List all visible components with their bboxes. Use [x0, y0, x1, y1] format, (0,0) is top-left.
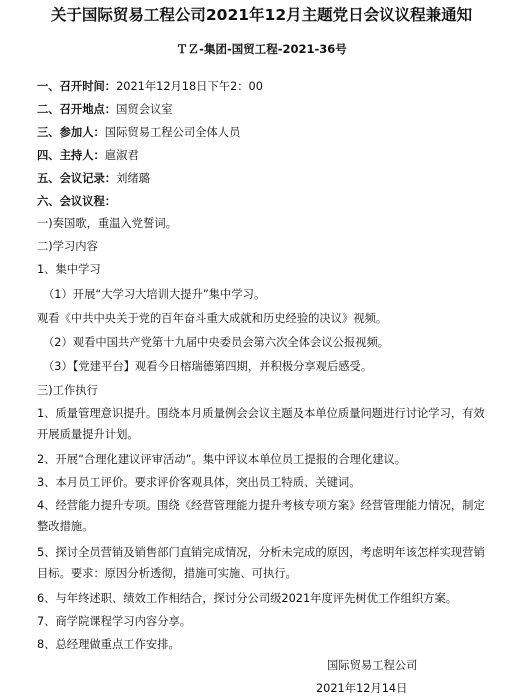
- study-item-1: （1）开展“大学习大培训大提升”集中学习。: [43, 288, 266, 301]
- study-subheading: 1、集中学习: [37, 263, 101, 276]
- meeting-time-value: 2021年12月18日下午2：00: [116, 80, 263, 93]
- recorder-line: [37, 170, 513, 187]
- agenda-item-execution: 三)工作执行: [37, 384, 98, 397]
- agenda-item-study: 二)学习内容: [37, 240, 98, 253]
- task-3: 3、本月员工评价。要求评价客观具体，突出员工特质、关键词。: [37, 476, 361, 489]
- study-item-1-detail: 观看《中共中央关于党的百年奋斗重大成就和历史经验的决议》视频。: [37, 312, 388, 325]
- document-title: 关于国际贸易工程公司2021年12月主题党日会议议程兼通知: [50, 6, 473, 24]
- document-number: ＴＺ-集团-国贸工程-2021-36号: [176, 42, 347, 56]
- task-6: 6、与年终述职、绩效工作相结合，探讨分公司级2021年度评先树优工作组织方案。: [37, 592, 458, 605]
- meeting-time-line: [37, 78, 513, 95]
- study-item-3: （3）【党建平台】观看今日榕瑞德第四期，并积极分享观后感受。: [43, 360, 373, 373]
- task-8: 8、总经理做重点工作安排。: [37, 638, 180, 651]
- meeting-place-line: [37, 101, 513, 118]
- host-value: 扈淑君: [104, 149, 139, 162]
- attendees-value: 国际贸易工程公司全体人员: [104, 126, 241, 139]
- attendees-label: 三、参加人：: [37, 126, 105, 139]
- task-2: 2、开展“合理化建议评审活动”。集中评议本单位员工提报的合理化建议。: [37, 453, 407, 466]
- signature-org: 国际贸易工程公司: [327, 659, 418, 672]
- recorder-label: 五、会议记录：: [37, 172, 117, 185]
- task-7: 7、商学院课程学习内容分享。: [37, 615, 192, 628]
- agenda-heading: 六、会议议程：: [37, 195, 117, 208]
- task-1: 1、质量管理意识提升。围绕本月质量例会会议主题及本单位质量问题进行讨论学习，有效开展质量提升计划。: [37, 407, 485, 441]
- meeting-time-label: 一、召开时间：: [37, 80, 117, 93]
- recorder-value: 刘绪璐: [116, 172, 150, 185]
- agenda-item-anthem: 一)奏国歌，重温入党誓词。: [37, 217, 177, 230]
- task-4: 4、经营能力提升专项。围绕《经营管理能力提升考核专项方案》经营管理能力情况，制定整改措施。: [37, 499, 485, 533]
- study-item-2: （2）观看中国共产党第十九届中央委员会第六次全体会议公报视频。: [43, 336, 390, 349]
- host-label: 四、主持人：: [37, 149, 105, 162]
- meeting-place-value: 国贸会议室: [116, 103, 173, 116]
- meeting-place-label: 二、召开地点：: [37, 103, 117, 116]
- host-line: [37, 147, 513, 164]
- task-5: 5、探讨全员营销及销售部门直销完成情况，分析未完成的原因，考虑明年该怎样实现营销目标。要求：原因分析透彻，措施可实施、可执行。: [37, 546, 485, 580]
- attendees-line: [37, 124, 513, 141]
- signature-date: 2021年12月14日: [316, 682, 408, 695]
